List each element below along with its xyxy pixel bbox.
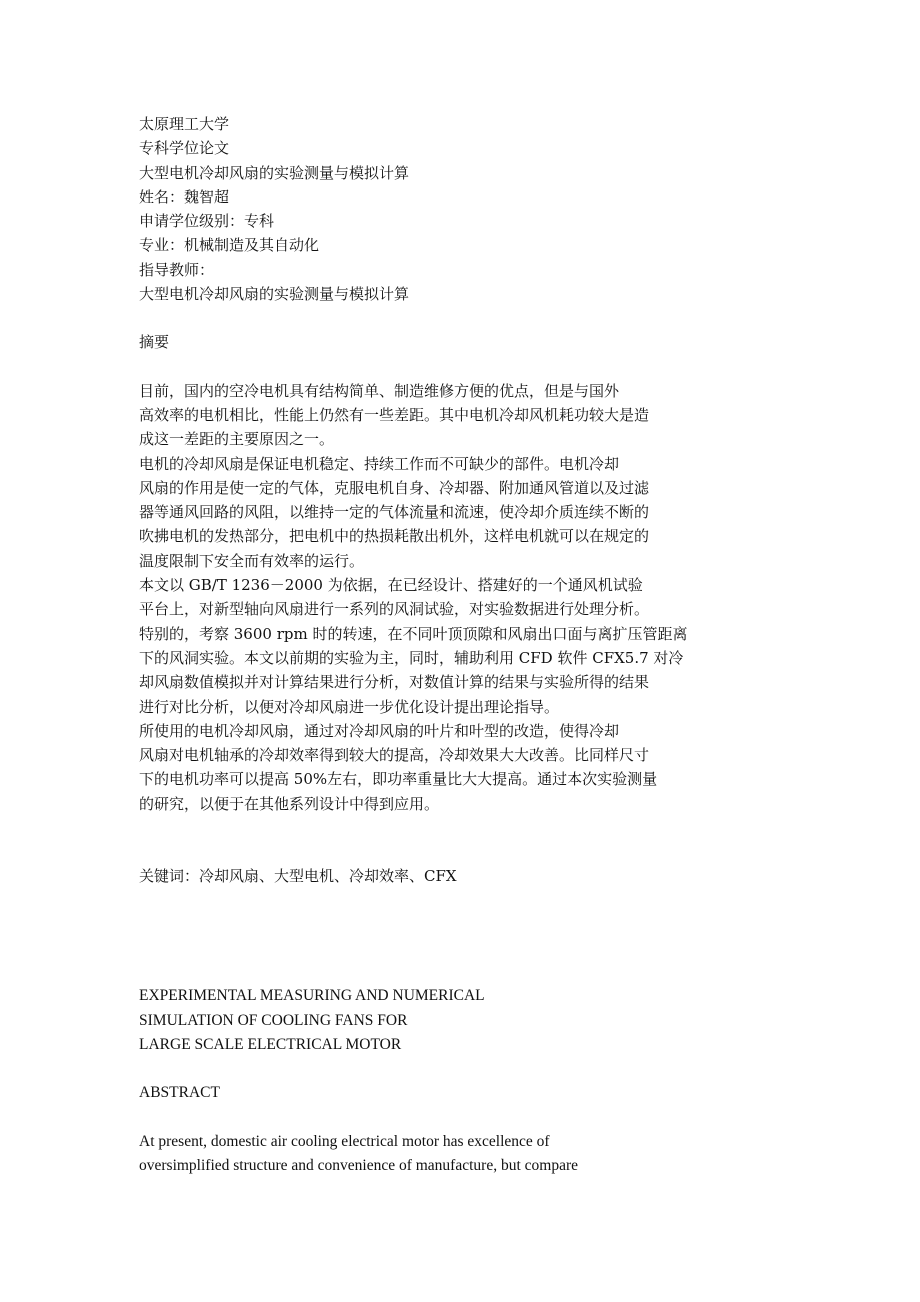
abstract-cn-line: 电机的冷却风扇是保证电机稳定、持续工作而不可缺少的部件。电机冷却 (139, 454, 620, 473)
abstract-cn-line: 下的电机功率可以提高 50%左右，即功率重量比大大提高。通过本次实验测量 (139, 770, 658, 789)
english-title (139, 984, 739, 1057)
author-name: 姓名：魏智超 (139, 187, 230, 206)
abstract-cn-line: 吹拂电机的发热部分，把电机中的热损耗散出机外，这样电机就可以在规定的 (139, 527, 650, 546)
thesis-title: 大型电机冷却风扇的实验测量与模拟计算 (139, 163, 410, 182)
keywords: 关键词：冷却风扇、大型电机、冷却效率、CFX (139, 867, 457, 886)
abstract-cn-line: 平台上，对新型轴向风扇进行一系列的风洞试验，对实验数据进行处理分析。 (139, 600, 650, 619)
english-title-line: LARGE SCALE ELECTRICAL MOTOR (139, 1035, 402, 1053)
degree-level: 申请学位级别：专科 (139, 212, 275, 231)
abstract-cn-line: 成这一差距的主要原因之一。 (139, 430, 335, 449)
university-name: 太原理工大学 (139, 115, 230, 133)
abstract-cn-line: 所使用的电机冷却风扇，通过对冷却风扇的叶片和叶型的改造，使得冷却 (139, 721, 620, 740)
abstract-en-heading: ABSTRACT (139, 1084, 220, 1102)
abstract-en-line: At present, domestic air cooling electrical motor has excellence of (139, 1132, 550, 1150)
abstract-cn-line: 高效率的电机相比，性能上仍然有一些差距。其中电机冷却风机耗功较大是造 (139, 405, 650, 424)
degree-paper-label: 专科学位论文 (139, 139, 230, 158)
abstract-cn-heading: 摘要 (139, 333, 170, 352)
abstract-en-body (139, 1130, 739, 1179)
abstract-cn-line: 风扇的作用是使一定的气体，克服电机自身、冷却器、附加通风管道以及过滤 (139, 478, 650, 497)
document-page (139, 112, 739, 1178)
abstract-cn-line: 的研究，以便于在其他系列设计中得到应用。 (139, 794, 440, 813)
abstract-cn-line: 器等通风回路的风阻，以维持一定的气体流量和流速，使冷却介质连续不断的 (139, 503, 650, 522)
abstract-cn-line: 温度限制下安全而有效率的运行。 (139, 551, 365, 570)
thesis-title-repeat: 大型电机冷却风扇的实验测量与模拟计算 (139, 285, 410, 304)
major: 专业：机械制造及其自动化 (139, 236, 320, 255)
abstract-cn-line: 风扇对电机轴承的冷却效率得到较大的提高，冷却效果大大改善。比同样尺寸 (139, 746, 650, 765)
advisor: 指导教师： (139, 260, 215, 279)
abstract-cn-line: 下的风洞实验。本文以前期的实验为主，同时，辅助利用 CFD 软件 CFX5.7 对冷 (139, 648, 684, 667)
abstract-cn-line: 本文以 GB/T 1236－2000 为依据，在已经设计、搭建好的一个通风机试验 (139, 576, 643, 595)
abstract-cn-body (139, 379, 739, 816)
abstract-cn-line: 目前，国内的空冷电机具有结构简单、制造维修方便的优点，但是与国外 (139, 381, 620, 400)
english-title-line: EXPERIMENTAL MEASURING AND NUMERICAL (139, 987, 485, 1005)
english-title-line: SIMULATION OF COOLING FANS FOR (139, 1011, 408, 1029)
abstract-cn-line: 进行对比分析，以便对冷却风扇进一步优化设计提出理论指导。 (139, 697, 560, 716)
abstract-cn-line: 却风扇数值模拟并对计算结果进行分析，对数值计算的结果与实验所得的结果 (139, 673, 650, 692)
abstract-cn-line: 特别的，考察 3600 rpm 时的转速，在不同叶顶顶隙和风扇出口面与离扩压管距离 (139, 624, 688, 643)
abstract-en-line: oversimplified structure and convenience of manufacture, but compare (139, 1156, 578, 1174)
